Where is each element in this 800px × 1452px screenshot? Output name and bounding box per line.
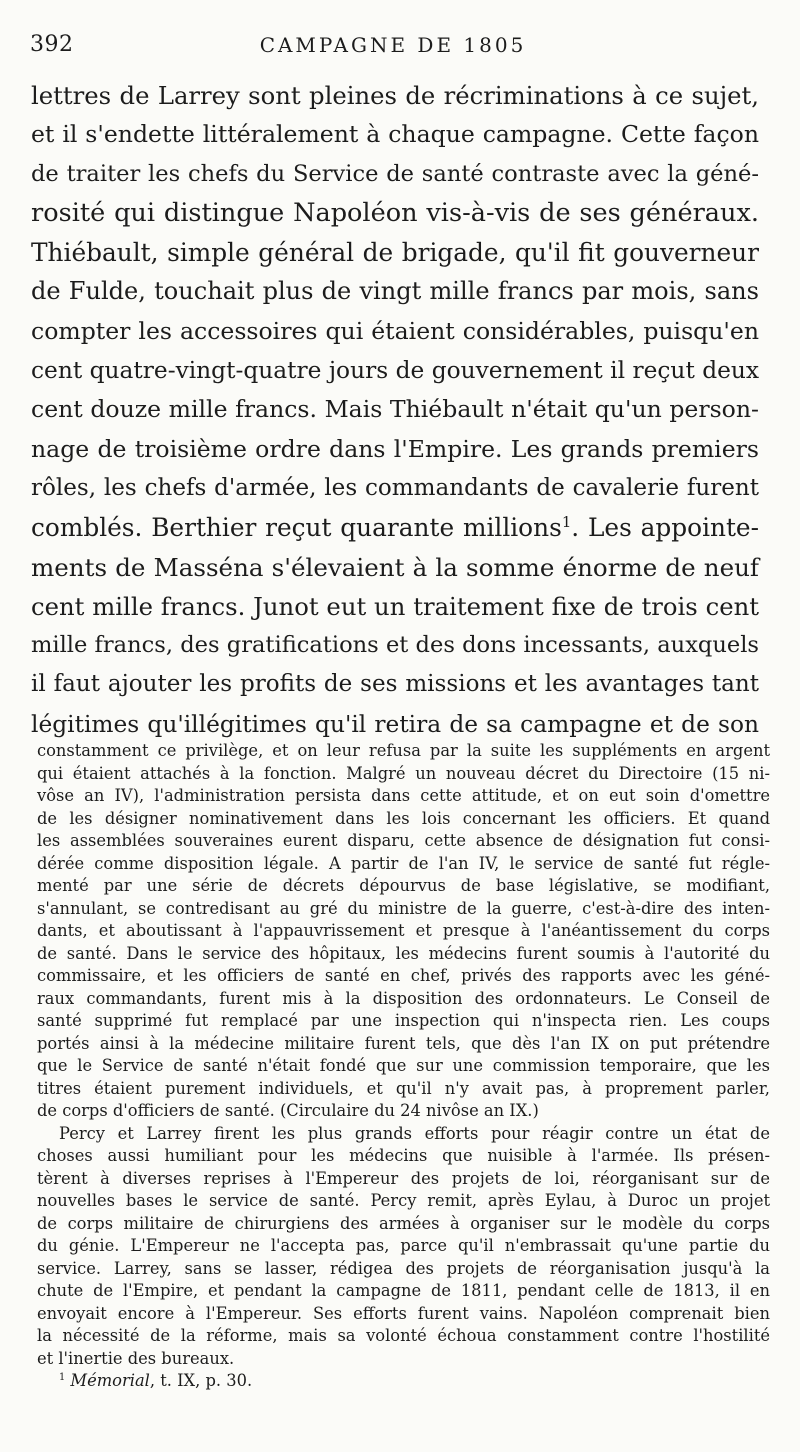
note-line: vôse an IV), l'administration persista dans cette attitude, et on eut soin d'omettre (37, 786, 770, 805)
text-line: il faut ajouter les profits de ses missions et les avantages tant (31, 671, 759, 698)
note-line: tèrent à diverses reprises à l'Empereur des projets de loi, réorganisant sur de (37, 1168, 770, 1188)
note-line: de corps d'officiers de santé. (Circulaire du 24 nivôse an IX.) (37, 1101, 539, 1120)
text-line: compter les accessoires qui étaient considérables, puisqu'en (31, 316, 759, 345)
note-line: menté par une série de décrets dépourvus de base législative, se modifiant, (37, 876, 770, 895)
note-line: nouvelles bases le service de santé. Percy remit, après Eylau, à Duroc un projet (37, 1191, 770, 1210)
text-segment: . Les appointe- (571, 513, 759, 543)
text-line: lettres de Larrey sont pleines de récriminations à ce sujet, (31, 81, 759, 110)
text-line: ments de Masséna s'élevaient à la somme énorme de neuf (31, 552, 759, 582)
footnote-source: Mémorial (70, 1371, 150, 1390)
text-line: rosité qui distingue Napoléon vis-à-vis de ses généraux. (31, 197, 759, 228)
footnote (37, 1370, 770, 1393)
note-line: la nécessité de la réforme, mais sa volonté échoua constamment contre l'hostilité (37, 1326, 770, 1345)
page-number: 392 (30, 32, 74, 57)
note-line: titres étaient purement individuels, et qu'il n'y avait pas, à proprement parler, (37, 1078, 770, 1098)
text-line: cent douze mille francs. Mais Thiébault n'était qu'un person- (31, 395, 759, 424)
notes-block (37, 740, 770, 1393)
note-line: les assemblées souveraines eurent disparu, cette absence de désignation fut consi- (37, 831, 770, 850)
text-line: rôles, les chefs d'armée, les commandants de cavalerie furent (31, 474, 759, 501)
note-line: de corps militaire de chirurgiens des armées à organiser sur le modèle du corps (37, 1213, 770, 1233)
text-line: Thiébault, simple général de brigade, qu'il fit gouverneur (31, 238, 759, 268)
note-line: constamment ce privilège, et on leur refusa par la suite les suppléments en argent (37, 741, 770, 760)
note-line: raux commandants, furent mis à la disposition des ordonnateurs. Le Conseil de (37, 988, 770, 1008)
note-line: que le Service de santé n'était fondé que sur une commission temporaire, que les (37, 1056, 770, 1075)
note-line: service. Larrey, sans se lasser, rédigea des projets de réorganisation jusqu'à la (37, 1258, 770, 1278)
running-head (30, 32, 756, 62)
text-line: et il s'endette littéralement à chaque campagne. Cette façon (31, 120, 759, 149)
text-segment: comblés. Berthier reçut quarante millions (31, 513, 562, 543)
note-line: choses aussi humiliant pour les médecins que nuisible à l'armée. Ils présen- (37, 1146, 770, 1165)
text-line-with-footnote (31, 508, 759, 547)
note-line: dants, et aboutissant à l'appauvrissement et presque à l'anéantissement du corps (37, 921, 770, 940)
footnote-number: 1 (59, 1372, 66, 1384)
note-line: de les désigner nominativement dans les lois concernant les officiers. Et quand (37, 808, 770, 828)
note-line: dérée comme disposition légale. A partir de l'an IV, le service de santé fut régle- (37, 853, 770, 873)
running-title: CAMPAGNE DE 1805 (259, 33, 527, 57)
note-line: et l'inertie des bureaux. (37, 1348, 235, 1368)
note-line: commissaire, et les officiers de santé en chef, privés des rapports avec les géné- (37, 966, 770, 985)
text-line: mille francs, des gratifications et des dons incessants, auxquels (31, 632, 759, 659)
text-line: de traiter les chefs du Service de santé contraste avec la géné- (31, 160, 759, 187)
text-line: cent mille francs. Junot eut un traitement fixe de trois cent (31, 591, 759, 621)
text-line: nage de troisième ordre dans l'Empire. Les grands premiers (31, 434, 759, 463)
note-line: envoyait encore à l'Empereur. Ses efforts furent vains. Napoléon comprenait bien (37, 1303, 770, 1323)
text-line: cent quatre-vingt-quatre jours de gouvernement il reçut deux (31, 357, 760, 385)
note-line: qui étaient attachés à la fonction. Malgré un nouveau décret du Directoire (15 ni- (37, 763, 770, 783)
note-line: s'annulant, se contredisant au gré du ministre de la guerre, c'est-à-dire des inten- (37, 898, 770, 918)
footnote-reference: , t. IX, p. 30. (149, 1371, 253, 1390)
note-line: du génie. L'Empereur ne l'accepta pas, parce qu'il n'embrassait qu'une partie du (37, 1236, 770, 1255)
note-line: chute de l'Empire, et pendant la campagne de 1811, pendant celle de 1813, il en (37, 1281, 770, 1300)
footnote-marker: 1 (561, 513, 572, 532)
note-line: santé supprimé fut remplacé par une inspection qui n'inspecta rien. Les coups (37, 1011, 770, 1030)
note-line: portés ainsi à la médecine militaire furent tels, que dès l'an IX on put prétendre (37, 1033, 770, 1053)
main-text (31, 76, 759, 744)
note-line: de santé. Dans le service des hôpitaux, les médecins furent soumis à l'autorité du (37, 943, 770, 963)
note-line: Percy et Larrey firent les plus grands efforts pour réagir contre un état de (59, 1123, 770, 1143)
text-line: légitimes qu'illégitimes qu'il retira de sa campagne et de son (31, 710, 759, 738)
text-line: de Fulde, touchait plus de vingt mille francs par mois, sans (31, 277, 759, 306)
